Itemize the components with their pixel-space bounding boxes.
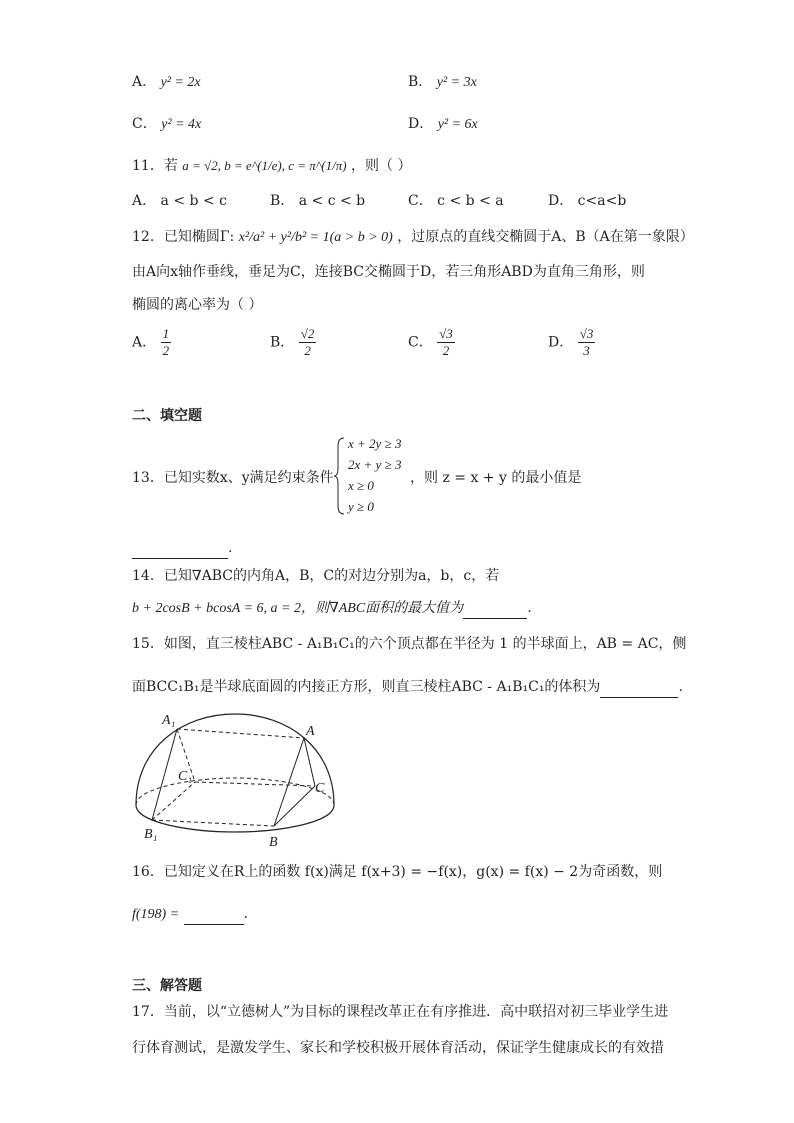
period: . — [527, 600, 532, 616]
q10-option-c — [132, 114, 201, 135]
q13-brace — [333, 436, 347, 516]
option-label: B． — [408, 74, 433, 90]
option-expr: y² = 3x — [436, 75, 477, 90]
q15-line2 — [132, 677, 683, 698]
answer-blank — [600, 677, 678, 698]
q10-option-d — [408, 114, 478, 135]
period: . — [228, 540, 233, 556]
q11-stem — [132, 156, 411, 176]
option-expr: y² = 2x — [160, 75, 201, 90]
option-expr: y² = 4x — [161, 117, 202, 132]
q12-line1 — [132, 227, 694, 248]
option-label: C． — [408, 334, 433, 351]
q12-line3: 椭圆的离心率为（ ） — [132, 297, 263, 313]
option-label: A． — [132, 334, 157, 351]
q11-suffix: ，则（ ） — [351, 158, 412, 174]
q11-option-c: C． c < b < a — [408, 193, 504, 209]
option-fraction: $\frac{√3}{3}$ — [579, 326, 594, 358]
answer-blank — [132, 538, 228, 559]
q13-suffix: ，则 z = x + y 的最小值是 — [410, 470, 582, 486]
option-fraction: $\frac{√3}{2}$ — [439, 326, 453, 358]
q11-option-d: D． c<a<b — [548, 193, 627, 209]
label-A: A — [306, 724, 315, 739]
q13-constraint-2: 2x + y ≥ 3 — [348, 457, 402, 472]
q12-ellipse-eq: x²/a² + y²/b² = 1(a > b > 0) — [238, 230, 393, 245]
answer-blank — [463, 598, 527, 619]
q16-line2 — [132, 904, 248, 925]
period: . — [678, 679, 683, 695]
q12-suffix: ，过原点的直线交椭圆于A、B（A在第一象限） — [397, 229, 694, 245]
section-solve-title: 三、解答题 — [132, 978, 202, 994]
q13-constraint-4: y ≥ 0 — [348, 499, 374, 514]
option-label: D． — [408, 116, 434, 132]
q11-option-a: A． a < b < c — [132, 193, 227, 209]
answer-blank — [184, 904, 244, 925]
q12-option-b — [270, 326, 316, 359]
q12-option-d — [548, 326, 595, 359]
hemisphere-prism-figure — [132, 708, 342, 848]
label-A1: A₁ — [162, 713, 176, 728]
label-B: B — [269, 835, 278, 848]
option-fraction: $\frac{√2}{2}$ — [300, 326, 315, 358]
q10-option-a — [132, 72, 201, 93]
q14-line1: 14．已知∇ABC的内角A，B，C的对边分别为a，b，c，若 — [132, 568, 500, 584]
q12-option-c — [408, 326, 455, 359]
q16-expr: f(198) = — [132, 907, 180, 922]
option-label: B． — [270, 334, 295, 351]
option-label: C． — [132, 116, 157, 132]
q11-expr: a = √2, b = e^(1/e), c = π^(1/π) — [182, 158, 347, 173]
q12-prefix: 12．已知椭圆Γ: — [132, 229, 235, 245]
q15-text: 面BCC₁B₁是半球底面圆的内接正方形，则直三棱柱ABC - A₁B₁C₁的体积为 — [132, 679, 601, 695]
q17-line1: 17．当前，以“立德树人”为目标的课程改革正在有序推进．高中联招对初三毕业学生进 — [132, 1004, 669, 1020]
q13-constraint-1: x + 2y ≥ 3 — [348, 436, 402, 451]
q15-line1: 15．如图，直三棱柱ABC - A₁B₁C₁的六个顶点都在半径为 1 的半球面上，AB = AC，侧 — [132, 636, 687, 652]
section-fill-in-title: 二、填空题 — [132, 408, 202, 424]
q12-option-a — [132, 326, 171, 359]
label-C1: C₁ — [178, 769, 193, 784]
label-C: C — [315, 781, 325, 796]
label-B1: B₁ — [144, 827, 158, 842]
period: . — [243, 906, 249, 922]
q13-constraint-3: x ≥ 0 — [348, 478, 374, 493]
q17-line2: 行体育测试，是激发学生、家长和学校积极开展体育活动，保证学生健康成长的有效措 — [132, 1040, 664, 1056]
q11-option-b: B． a < c < b — [270, 193, 366, 209]
q11-prefix: 11．若 — [132, 158, 178, 174]
q16-line1: 16．已知定义在R上的函数 f(x)满足 f(x+3) = −f(x)，g(x) = f(x) − 2为奇函数，则 — [132, 864, 663, 880]
option-expr: y² = 6x — [437, 117, 478, 132]
option-fraction: $\frac{1}{2}$ — [162, 326, 170, 358]
q14-line2 — [132, 598, 532, 619]
q12-line2: 由A向x轴作垂线，垂足为C，连接BC交椭圆于D，若三角形ABD为直角三角形，则 — [132, 264, 645, 280]
option-label: A． — [132, 74, 157, 90]
option-label: D． — [548, 334, 574, 351]
q14-text: b + 2cosB + bcosA = 6, a = 2，则∇ABC面积的最大值为 — [132, 601, 464, 616]
q13-answer-line — [132, 538, 232, 559]
q13-prefix: 13．已知实数x、y满足约束条件 — [132, 470, 334, 486]
q10-option-b — [408, 72, 477, 93]
